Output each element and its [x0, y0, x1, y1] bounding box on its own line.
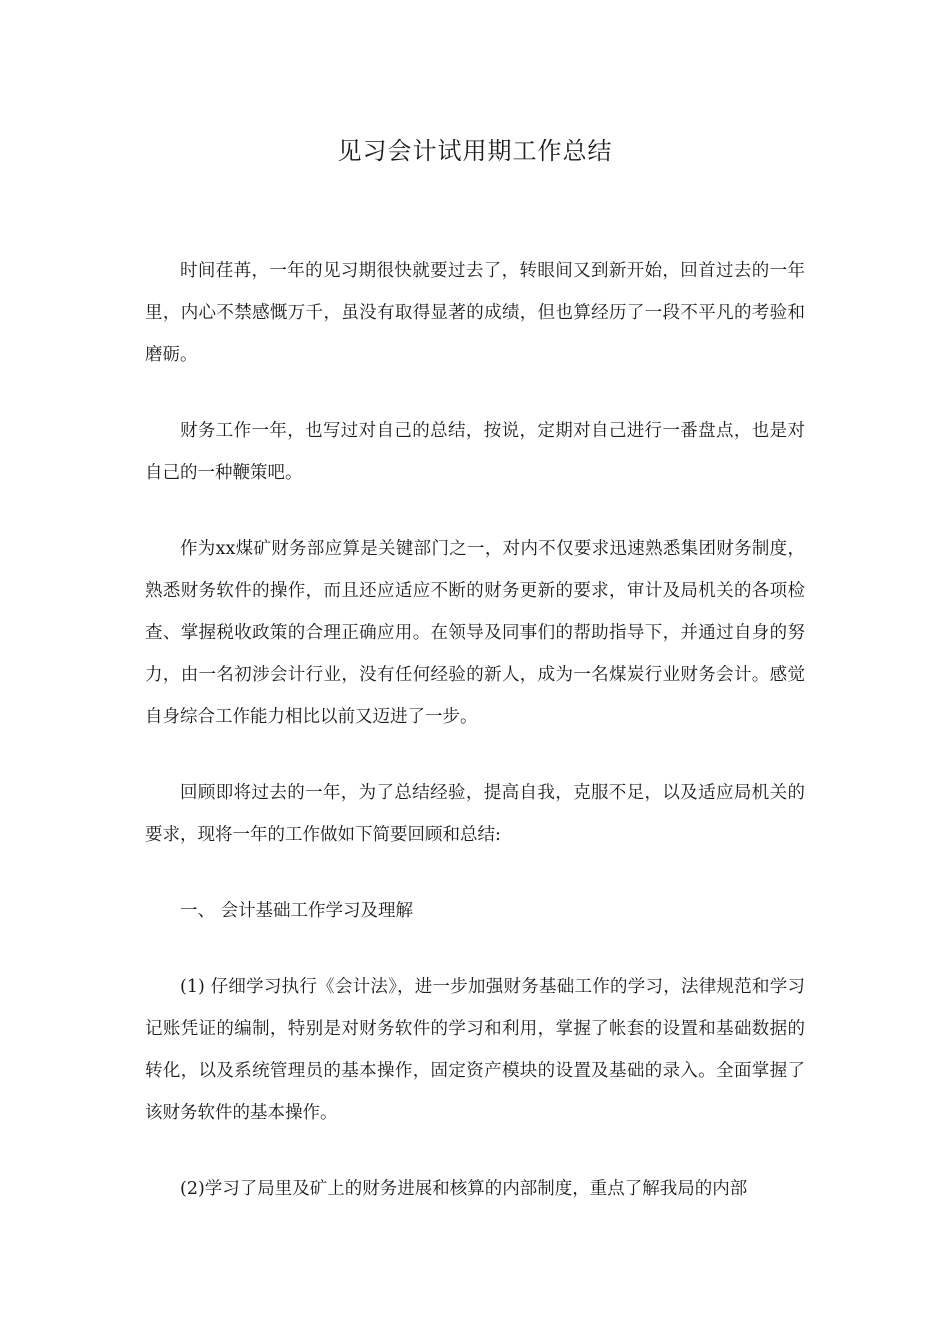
paragraph-self-review: 财务工作一年，也写过对自己的总结，按说，定期对自己进行一番盘点，也是对自己的一种鞭策吧。 [145, 421, 805, 483]
list-item: (1) 仔细学习执行《会计法》，进一步加强财务基础工作的学习，法律规范和学习记账凭证的编制，特别是对财务软件的学习和利用，掌握了帐套的设置和基础数据的转化，以及系统管理员的基本操作，固定资产模块的设置及基础的录入。全面掌握了该财务软件的基本操作。 [145, 977, 805, 1123]
list-item: (2)学习了局里及矿上的财务进展和核算的内部制度，重点了解我局的内部 [180, 1179, 748, 1199]
section-heading: 一、 会计基础工作学习及理解 [180, 901, 414, 921]
document-title: 见习会计试用期工作总结 [337, 137, 613, 165]
paragraph-intro: 时间荏苒，一年的见习期很快就要过去了，转眼间又到新开始，回首过去的一年里，内心不禁感慨万千，虽没有取得显著的成绩，但也算经历了一段不平凡的考验和磨砺。 [145, 261, 805, 365]
paragraph-summary-intro: 回顾即将过去的一年，为了总结经验，提高自我，克服不足，以及适应局机关的要求，现将一年的工作做如下简要回顾和总结: [145, 783, 805, 845]
paragraph-department-role: 作为xx煤矿财务部应算是关键部门之一，对内不仅要求迅速熟悉集团财务制度，熟悉财务软件的操作，而且还应适应不断的财务更新的要求，审计及局机关的各项检查、掌握税收政策的合理正确应用。在领导及同事们的帮助指导下，并通过自身的努力，由一名初涉会计行业，没有任何经验的新人，成为一名煤炭行业财务会计。感觉自身综合工作能力相比以前又迈进了一步。 [145, 539, 805, 727]
document-body [145, 250, 805, 1244]
